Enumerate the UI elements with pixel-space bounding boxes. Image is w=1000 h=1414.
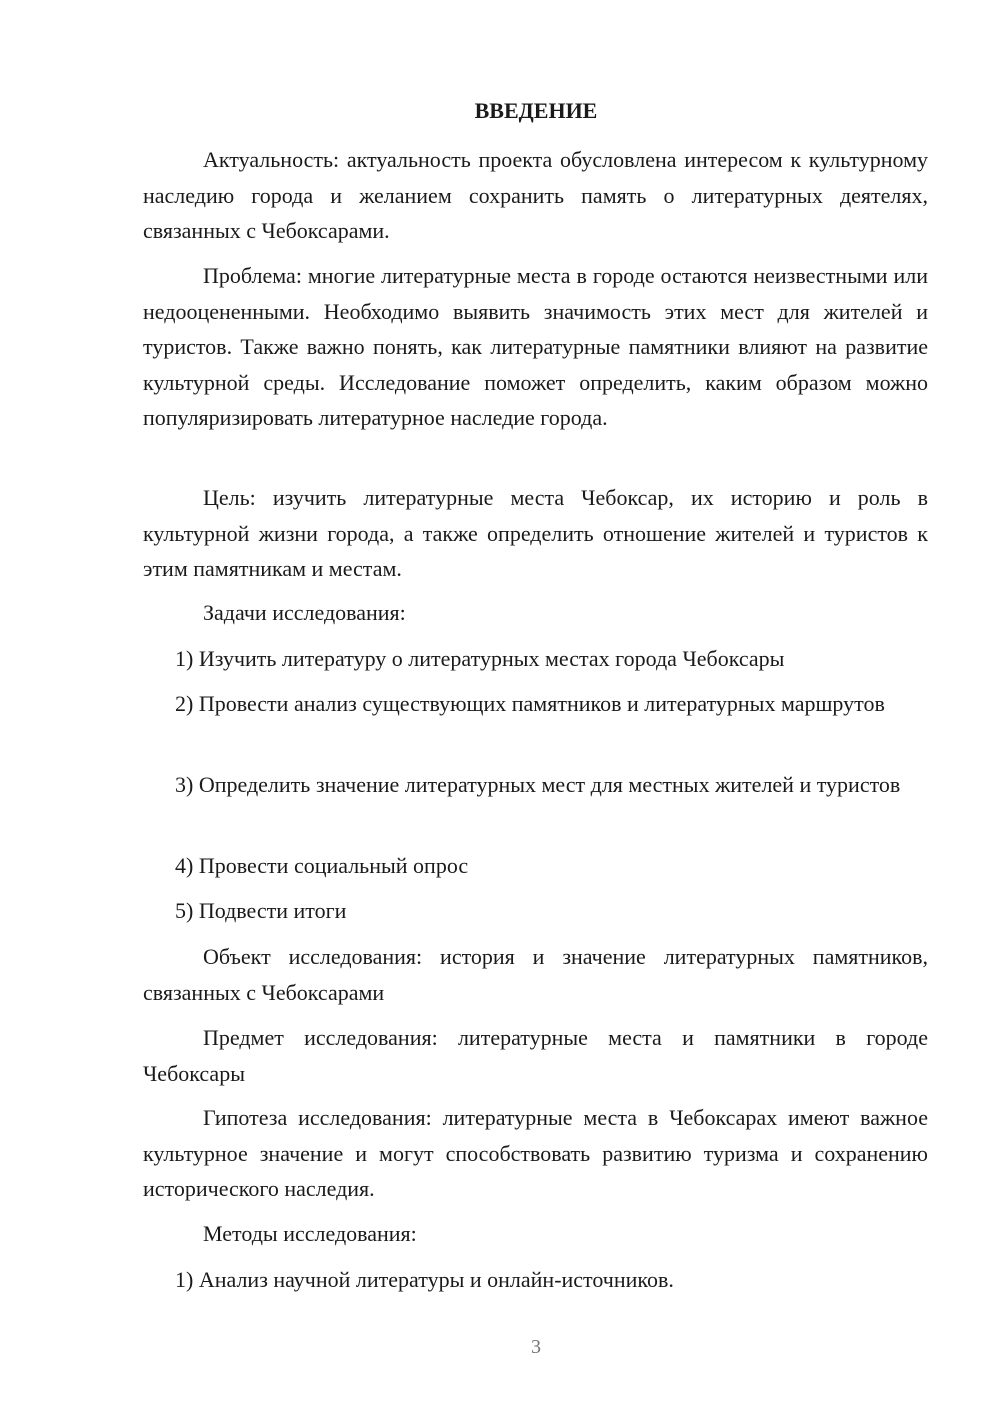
problem-paragraph: Проблема: многие литературные места в городе остаются неизвестными или недооцененными. Необходимо выявить значимость этих мест для жителей и туристов. Также важно понять, как литературные памятники влияют на развитие культурной среды. Исследование поможет определить, каким образом можно популяризировать литературное наследие города.	[143, 263, 928, 430]
hypothesis-paragraph: Гипотеза исследования: литературные места в Чебоксарах имеют важное культурное значение и могут способствовать развитию туризма и сохранению исторического наследия.	[143, 1105, 928, 1201]
subject-paragraph: Предмет исследования: литературные места и памятники в городе Чебоксары	[143, 1025, 928, 1086]
relevance-paragraph: Актуальность: актуальность проекта обусловлена интересом к культурному наследию города и желанием сохранить память о литературных деятелях, связанных с Чебоксарами.	[143, 147, 928, 243]
page-number: 3	[531, 1336, 541, 1358]
goal-paragraph: Цель: изучить литературные места Чебоксар, их историю и роль в культурной жизни города, а также определить отношение жителей и туристов к этим памятникам и местам.	[143, 485, 928, 581]
task-item: 2) Провести анализ существующих памятников и литературных маршрутов	[175, 691, 885, 716]
task-item: 5) Подвести итоги	[175, 898, 347, 923]
task-item: 1) Изучить литературу о литературных местах города Чебоксары	[175, 646, 785, 671]
page-title: ВВЕДЕНИЕ	[474, 98, 598, 123]
task-item: 4) Провести социальный опрос	[175, 853, 469, 878]
object-paragraph: Объект исследования: история и значение литературных памятников, связанных с Чебоксарами	[143, 944, 928, 1005]
method-item: 1) Анализ научной литературы и онлайн-источников.	[175, 1267, 674, 1292]
task-item: 3) Определить значение литературных мест для местных жителей и туристов	[175, 772, 901, 797]
methods-heading: Методы исследования:	[203, 1221, 417, 1246]
tasks-heading: Задачи исследования:	[203, 600, 406, 625]
